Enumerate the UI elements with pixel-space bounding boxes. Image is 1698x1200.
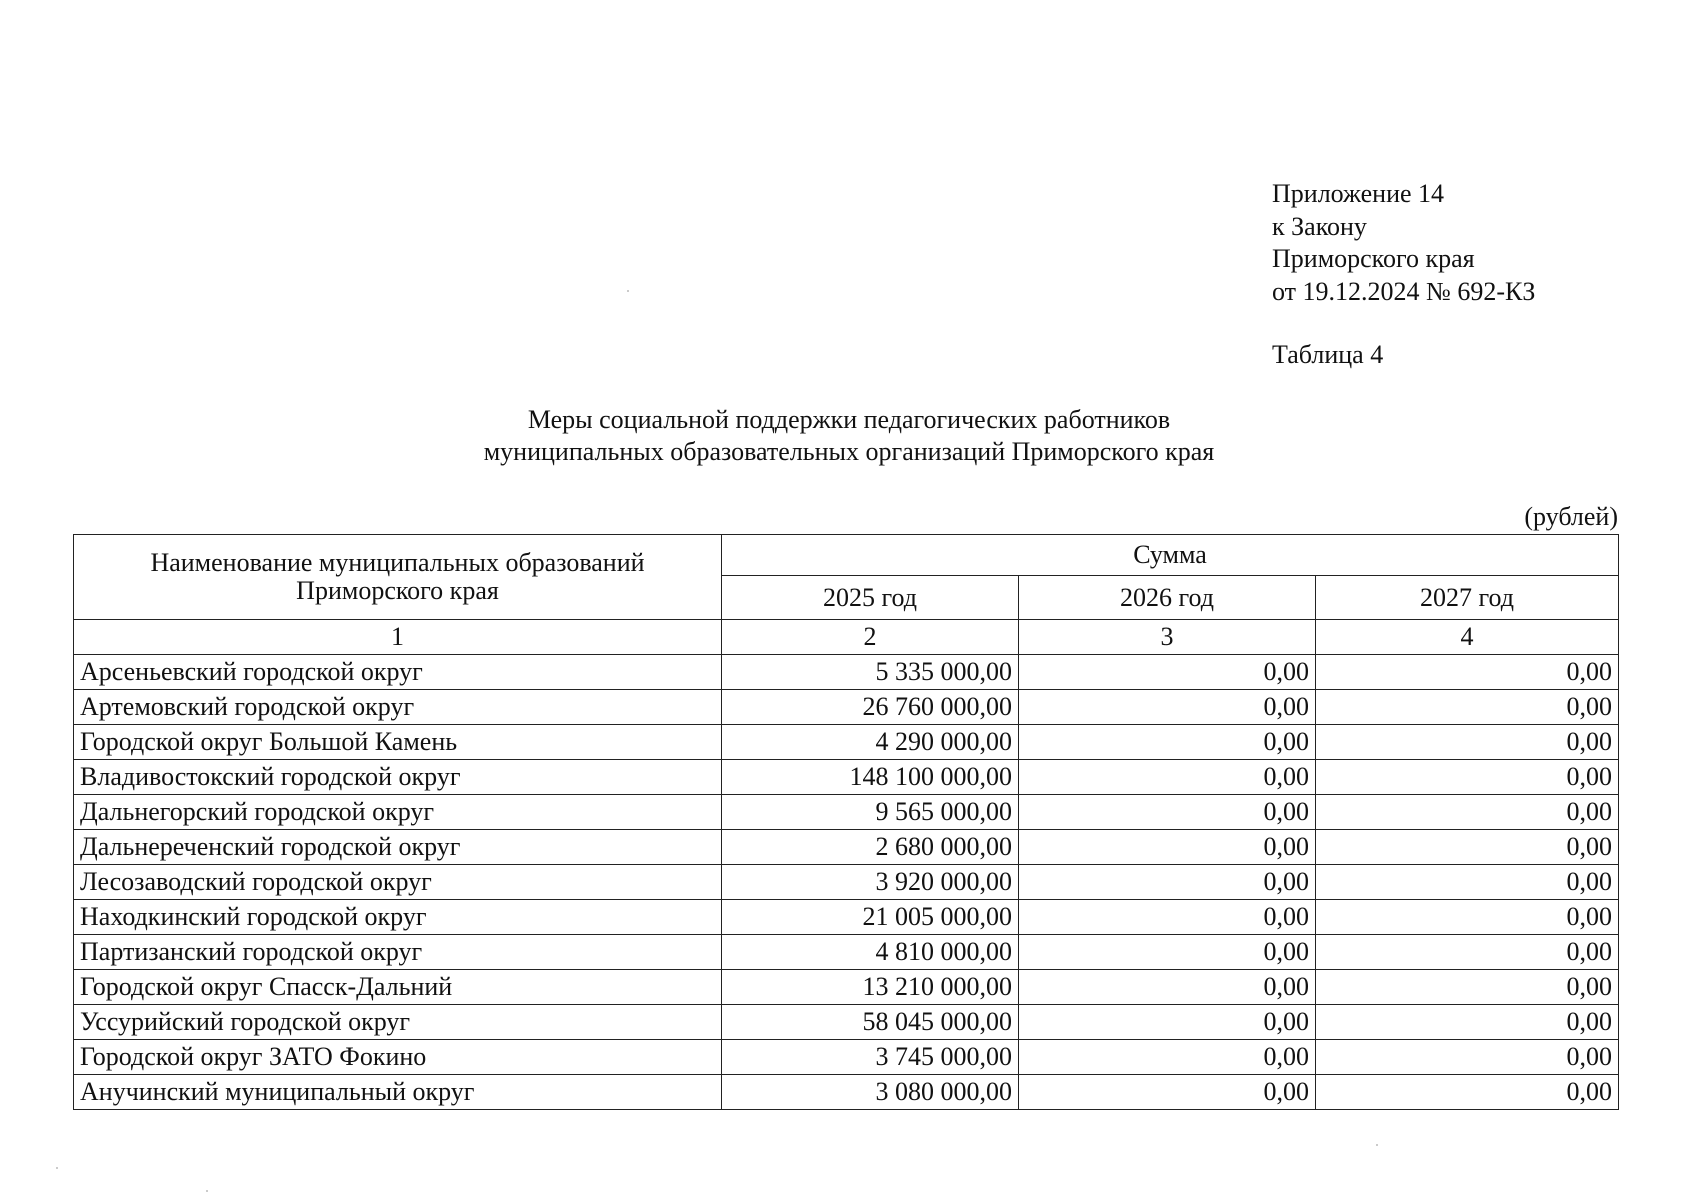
value-2027: 0,00 [1316, 1075, 1619, 1110]
municipality-name: Партизанский городской округ [74, 935, 722, 970]
value-2025: 26 760 000,00 [722, 690, 1019, 725]
scan-speck [627, 290, 629, 292]
value-2025: 5 335 000,00 [722, 655, 1019, 690]
table-row [74, 935, 1619, 970]
table-row [74, 1040, 1619, 1075]
title-line-1: Меры социальной поддержки педагогических работников [527, 405, 1171, 434]
value-2027: 0,00 [1316, 760, 1619, 795]
value-2025: 9 565 000,00 [722, 795, 1019, 830]
value-2027: 0,00 [1316, 1005, 1619, 1040]
value-2027: 0,00 [1316, 865, 1619, 900]
header-year-2026: 2026 год [1019, 576, 1316, 620]
table-row [74, 690, 1619, 725]
value-2026: 0,00 [1019, 655, 1316, 690]
value-2027: 0,00 [1316, 900, 1619, 935]
municipality-name: Лесозаводский городской округ [74, 865, 722, 900]
value-2025: 2 680 000,00 [722, 830, 1019, 865]
attachment-line-2: к Закону [1272, 211, 1367, 241]
value-2027: 0,00 [1316, 970, 1619, 1005]
table-row [74, 970, 1619, 1005]
scan-speck [206, 1190, 208, 1192]
value-2025: 148 100 000,00 [722, 760, 1019, 795]
document-title [0, 404, 1698, 468]
header-municipality-line-2: Приморского края [296, 576, 499, 605]
table-number: Таблица 4 [1272, 340, 1384, 369]
header-year-2027: 2027 год [1316, 576, 1619, 620]
attachment-line-3: Приморского края [1272, 244, 1475, 273]
value-2026: 0,00 [1019, 935, 1316, 970]
municipality-name: Владивостокский городской округ [74, 760, 722, 795]
column-number-2: 2 [722, 620, 1019, 655]
value-2025: 4 290 000,00 [722, 725, 1019, 760]
value-2026: 0,00 [1019, 1005, 1316, 1040]
column-number-3: 3 [1019, 620, 1316, 655]
header-sum: Сумма [722, 535, 1619, 576]
scan-speck [1376, 1144, 1378, 1146]
header-row-1 [74, 535, 1619, 576]
value-2027: 0,00 [1316, 795, 1619, 830]
value-2026: 0,00 [1019, 725, 1316, 760]
municipality-name: Городской округ Большой Камень [74, 725, 722, 760]
budget-table [73, 534, 1619, 1110]
value-2027: 0,00 [1316, 655, 1619, 690]
value-2026: 0,00 [1019, 830, 1316, 865]
value-2027: 0,00 [1316, 690, 1619, 725]
column-number-row [74, 620, 1619, 655]
value-2025: 3 080 000,00 [722, 1075, 1019, 1110]
value-2026: 0,00 [1019, 1075, 1316, 1110]
attachment-line-1: Приложение 14 [1272, 179, 1445, 208]
value-2026: 0,00 [1019, 1040, 1316, 1075]
table-row [74, 830, 1619, 865]
municipality-name: Дальнегорский городской округ [74, 795, 722, 830]
value-2027: 0,00 [1316, 935, 1619, 970]
column-number-4: 4 [1316, 620, 1619, 655]
value-2026: 0,00 [1019, 865, 1316, 900]
value-2025: 4 810 000,00 [722, 935, 1019, 970]
municipality-name: Дальнереченский городской округ [74, 830, 722, 865]
column-number-1: 1 [74, 620, 722, 655]
header-municipality [74, 535, 722, 620]
value-2025: 13 210 000,00 [722, 970, 1019, 1005]
municipality-name: Находкинский городской округ [74, 900, 722, 935]
title-line-2: муниципальных образовательных организаций Приморского края [483, 437, 1215, 466]
value-2026: 0,00 [1019, 760, 1316, 795]
header-municipality-line-1: Наименование муниципальных образований [150, 548, 645, 577]
value-2027: 0,00 [1316, 1040, 1619, 1075]
attachment-block [1272, 178, 1535, 308]
value-2026: 0,00 [1019, 970, 1316, 1005]
value-2025: 3 920 000,00 [722, 865, 1019, 900]
value-2027: 0,00 [1316, 830, 1619, 865]
value-2027: 0,00 [1316, 725, 1619, 760]
header-year-2025: 2025 год [722, 576, 1019, 620]
units-label: (рублей) [1524, 502, 1618, 531]
table-row [74, 1075, 1619, 1110]
table-row [74, 900, 1619, 935]
municipality-name: Городской округ ЗАТО Фокино [74, 1040, 722, 1075]
table-row [74, 760, 1619, 795]
value-2025: 58 045 000,00 [722, 1005, 1019, 1040]
scan-speck [56, 1167, 58, 1169]
value-2025: 21 005 000,00 [722, 900, 1019, 935]
municipality-name: Уссурийский городской округ [74, 1005, 722, 1040]
table-row [74, 795, 1619, 830]
municipality-name: Арсеньевский городской округ [74, 655, 722, 690]
table-row [74, 725, 1619, 760]
municipality-name: Анучинский муниципальный округ [74, 1075, 722, 1110]
municipality-name: Городской округ Спасск-Дальний [74, 970, 722, 1005]
table-row [74, 655, 1619, 690]
attachment-line-4: от 19.12.2024 № 692-КЗ [1272, 276, 1536, 306]
value-2025: 3 745 000,00 [722, 1040, 1019, 1075]
value-2026: 0,00 [1019, 795, 1316, 830]
municipality-name: Артемовский городской округ [74, 690, 722, 725]
table-row [74, 865, 1619, 900]
table-row [74, 1005, 1619, 1040]
value-2026: 0,00 [1019, 900, 1316, 935]
value-2026: 0,00 [1019, 690, 1316, 725]
